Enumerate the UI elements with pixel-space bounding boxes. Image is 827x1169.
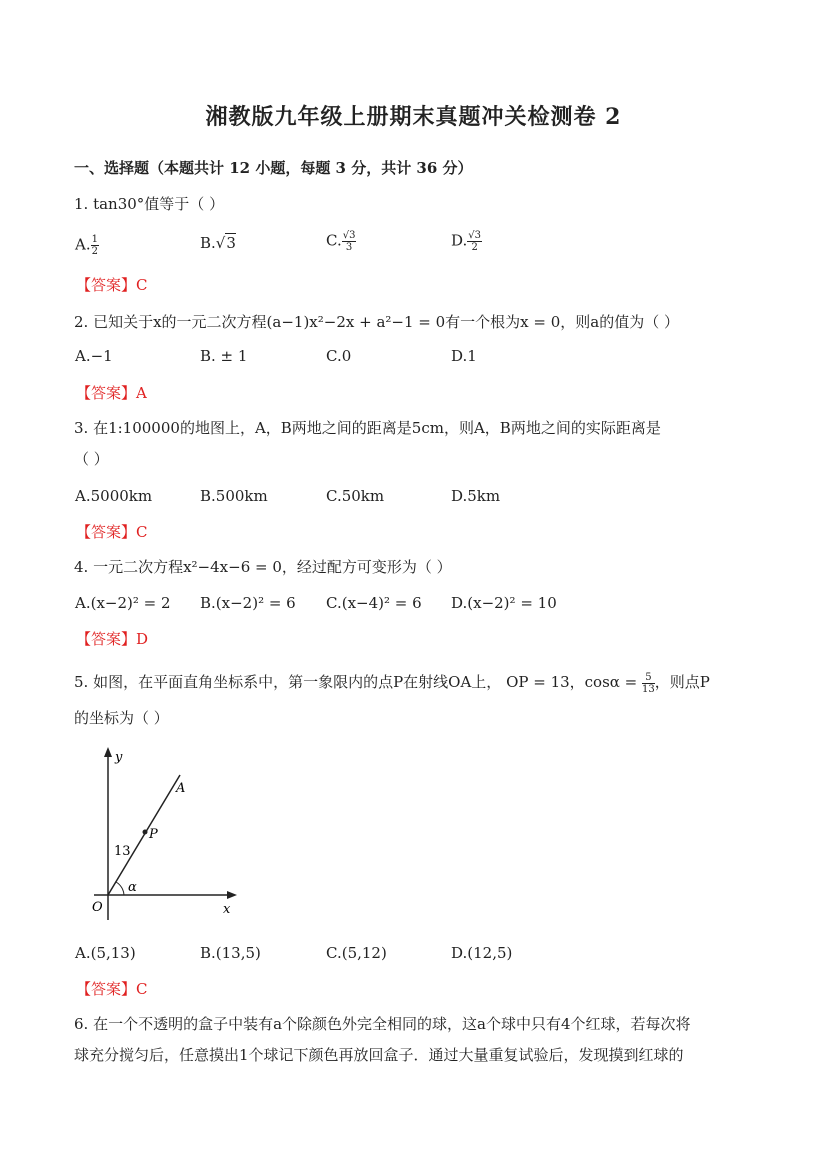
question-1-answer: 【答案】C [76, 276, 148, 294]
fraction-cos-alpha: $\frac{5}{13}$ [642, 671, 655, 695]
question-6-stem: 6. 在一个不透明的盒子中装有a个除颜色外完全相同的球，这a个球中只有4个红球，若每次将 [74, 1015, 691, 1033]
question-5-stem-continued: 的坐标为（ ） [74, 709, 169, 727]
fraction-one-half: $\frac{1}{2}$ [91, 234, 98, 257]
origin-label: O [92, 900, 103, 915]
question-3-stem: 3. 在1:100000的地图上，A，B两地之间的距离是5cm，则A，B两地之间的实际距离是 [74, 419, 661, 437]
question-5-answer: 【答案】C [76, 980, 148, 998]
page-title: 湘教版九年级上册期末真题冲关检测卷 2 [205, 104, 622, 130]
question-2-option-c: C.0 [326, 347, 352, 365]
fraction-root3-over-2: $\frac{√3}{2}$ [468, 230, 482, 253]
question-3-option-d: D.5km [451, 487, 501, 505]
question-2-answer: 【答案】A [76, 384, 147, 402]
question-3-option-a: A.5000km [75, 487, 153, 505]
x-axis-arrow [227, 891, 237, 899]
question-2-option-d: D.1 [451, 347, 477, 365]
question-5-option-b: B.(13,5) [200, 944, 261, 962]
question-4-stem: 4. 一元二次方程x²−4x−6 = 0，经过配方可变形为（ ） [74, 558, 452, 576]
point-p [143, 830, 148, 835]
question-3-option-c: C.50km [326, 487, 385, 505]
question-3-option-b: B.500km [200, 487, 268, 505]
question-2-option-b: B. ± 1 [200, 347, 248, 365]
y-axis-arrow [104, 747, 112, 757]
question-4-option-d: D.(x−2)² = 10 [451, 594, 557, 612]
question-3-stem-continued: （ ） [74, 450, 109, 468]
x-axis-label: x [223, 902, 231, 917]
fraction-root3-over-3: $\frac{√3}{3}$ [342, 230, 356, 253]
question-3-answer: 【答案】C [76, 523, 148, 541]
question-6-stem-continued: 球充分搅匀后，任意摸出1个球记下颜色再放回盒子．通过大量重复试验后，发现摸到红球的 [74, 1046, 684, 1064]
question-4-option-a: A.(x−2)² = 2 [75, 594, 171, 612]
angle-label: α [128, 880, 137, 895]
length-label: 13 [114, 844, 131, 859]
question-1-option-c: C. $\frac{√3}{3}$ [326, 230, 356, 253]
section-heading: 一、选择题（本题共计 12 小题，每题 3 分，共计 36 分） [74, 159, 473, 177]
sqrt-3: 3 [226, 234, 236, 252]
question-5-stem: 5. 如图，在平面直角坐标系中，第一象限内的点P在射线OA上， OP = 13，cosα = $\frac{5}{13}$ ，则点P [74, 671, 710, 695]
question-1-stem: 1. tan30°值等于（ ） [74, 195, 225, 213]
question-5-option-a: A.(5,13) [75, 944, 136, 962]
question-2-option-a: A.−1 [75, 347, 113, 365]
question-5-option-d: D.(12,5) [451, 944, 513, 962]
question-5-option-c: C.(5,12) [326, 944, 387, 962]
angle-arc [116, 882, 124, 895]
question-4-answer: 【答案】D [76, 630, 149, 648]
point-p-label: P [149, 827, 158, 842]
point-a-label: A [176, 781, 186, 796]
coordinate-figure [84, 745, 244, 925]
question-4-option-b: B.(x−2)² = 6 [200, 594, 296, 612]
question-1-option-b: B.√3 [200, 234, 236, 252]
question-2-stem: 2. 已知关于x的一元二次方程(a−1)x²−2x + a²−1 = 0有一个根为x = 0，则a的值为（ ） [74, 313, 679, 331]
y-axis-label: y [115, 750, 123, 765]
question-4-option-c: C.(x−4)² = 6 [326, 594, 422, 612]
ray-oa [108, 775, 180, 895]
question-1-option-a: A. $\frac{1}{2}$ [75, 234, 98, 257]
question-1-option-d: D. $\frac{√3}{2}$ [451, 230, 482, 253]
